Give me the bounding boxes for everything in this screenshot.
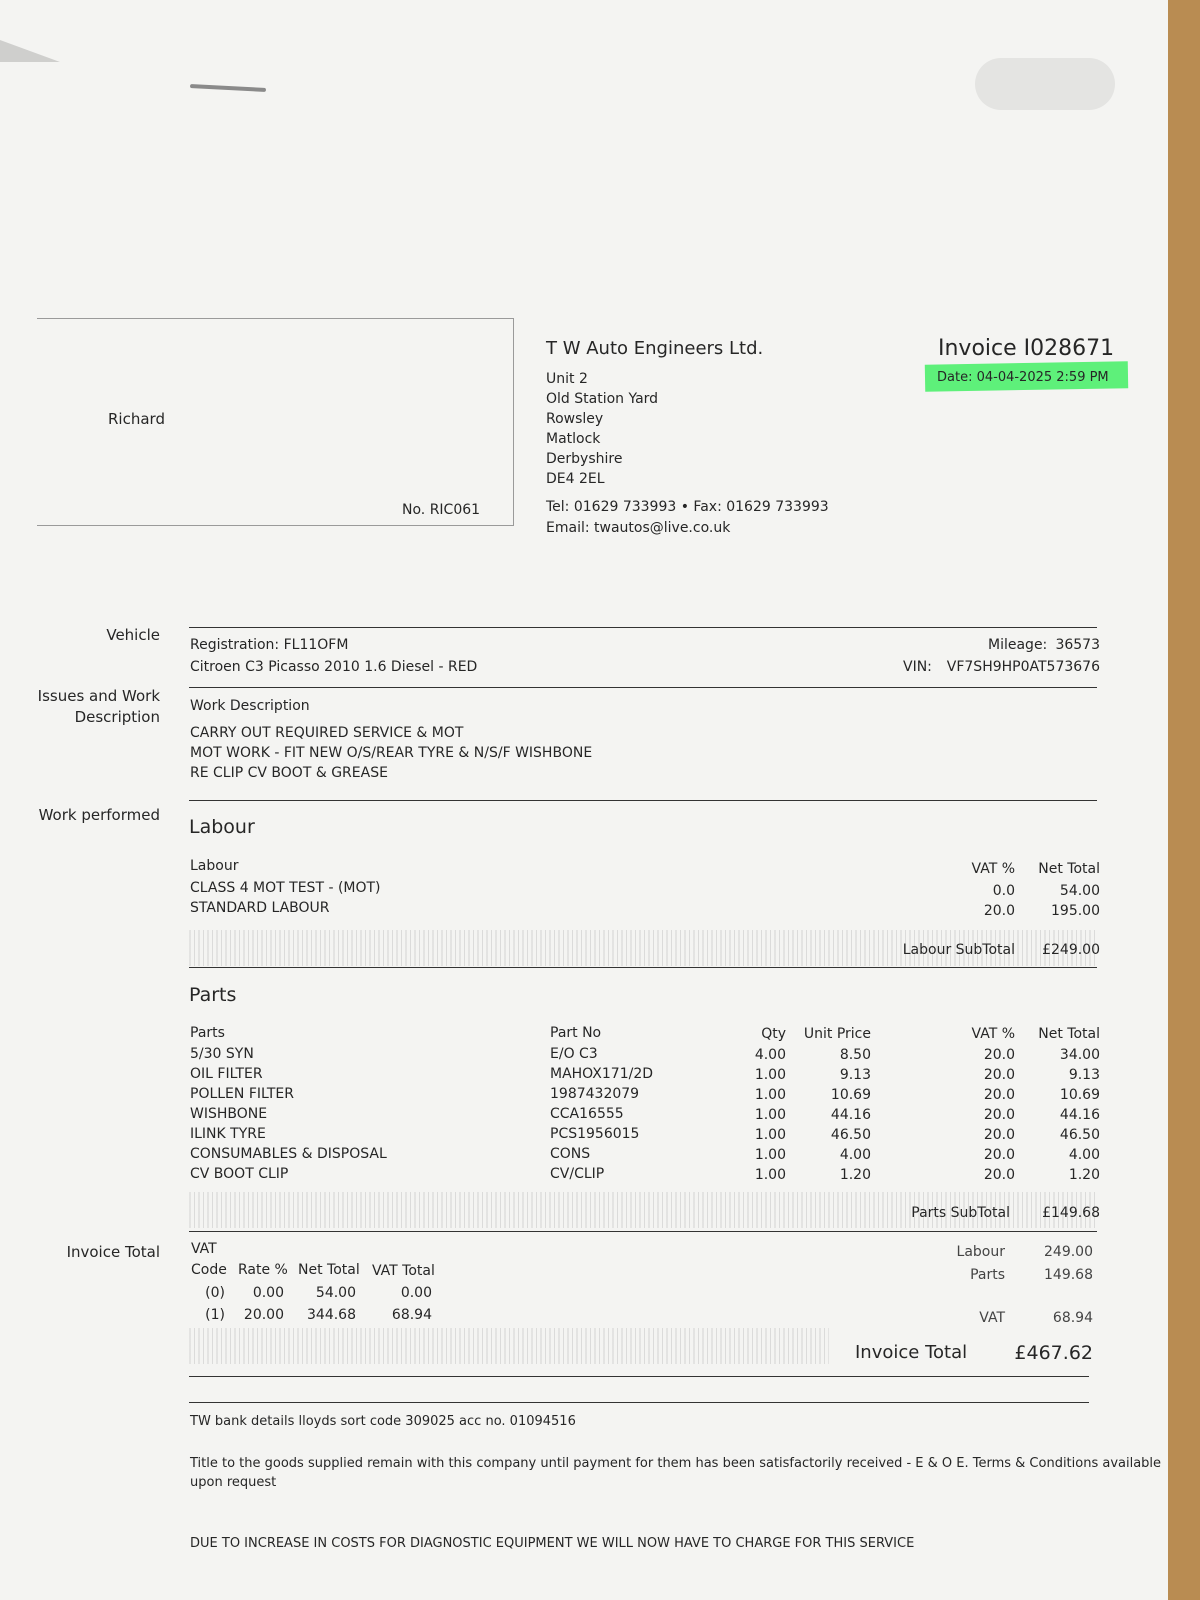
address-line: Matlock: [546, 431, 601, 447]
divider: [189, 1231, 1097, 1232]
parts-item-vat: 20.0: [983, 1167, 1015, 1183]
labour-col-net: Net Total: [1038, 861, 1100, 877]
parts-item-vat: 20.0: [983, 1067, 1015, 1083]
labour-item-net: 54.00: [1059, 883, 1100, 899]
totals-parts-value: 149.68: [1044, 1267, 1093, 1283]
parts-col-part-no: Part No: [550, 1025, 602, 1041]
work-line: MOT WORK - FIT NEW O/S/REAR TYRE & N/S/F WISHBONE: [190, 745, 593, 761]
parts-item-part-no: E/O C3: [550, 1046, 598, 1062]
parts-col-desc: Parts: [190, 1025, 225, 1041]
parts-item-desc: CONSUMABLES & DISPOSAL: [190, 1146, 387, 1162]
work-line: CARRY OUT REQUIRED SERVICE & MOT: [190, 725, 464, 741]
parts-subtotal-label: Parts SubTotal: [911, 1205, 1010, 1221]
parts-item-part-no: CCA16555: [550, 1106, 624, 1122]
customer-account-no: No. RIC061: [402, 502, 481, 518]
show-through-shadow: [975, 58, 1115, 110]
labour-item-desc: STANDARD LABOUR: [190, 900, 330, 916]
parts-item-vat: 20.0: [983, 1127, 1015, 1143]
parts-item-desc: POLLEN FILTER: [190, 1086, 295, 1102]
parts-item-net: 34.00: [1059, 1047, 1100, 1063]
parts-item-net: 44.16: [1059, 1107, 1100, 1123]
divider: [189, 967, 1097, 968]
parts-col-vat: VAT %: [971, 1026, 1015, 1042]
vat-row-rate: 20.00: [243, 1307, 284, 1323]
parts-item-part-no: MAHOX171/2D: [550, 1066, 654, 1082]
vin-label: VIN:: [903, 659, 932, 675]
divider: [189, 627, 1097, 628]
parts-item-unit: 4.00: [839, 1147, 871, 1163]
labour-heading: Labour: [189, 816, 255, 838]
address-line: Old Station Yard: [546, 391, 659, 407]
labour-subtotal-value: £249.00: [1042, 942, 1100, 958]
parts-col-unit: Unit Price: [803, 1026, 871, 1042]
work-line: RE CLIP CV BOOT & GREASE: [190, 765, 388, 781]
scan-stripe: [189, 1328, 829, 1364]
parts-item-qty: 1.00: [754, 1087, 786, 1103]
vat-row-code: (1): [205, 1307, 225, 1323]
mileage-value: 36573: [1055, 637, 1100, 653]
labour-subtotal-label: Labour SubTotal: [902, 942, 1015, 958]
work-description-lines: [190, 723, 592, 783]
invoice-number: Invoice I028671: [938, 336, 1115, 361]
vat-col-vat: VAT Total: [372, 1263, 435, 1279]
diagnostic-notice: DUE TO INCREASE IN COSTS FOR DIAGNOSTIC EQUIPMENT WE WILL NOW HAVE TO CHARGE FOR THIS SERVICE: [190, 1536, 915, 1551]
divider: [189, 1402, 1089, 1403]
divider: [189, 800, 1097, 801]
invoice-total-label: Invoice Total: [855, 1342, 968, 1363]
parts-item-net: 10.69: [1059, 1087, 1100, 1103]
vin-value: VF7SH9HP0AT573676: [946, 659, 1100, 675]
labour-col-desc: Labour: [190, 858, 239, 874]
parts-item-qty: 1.00: [754, 1107, 786, 1123]
parts-item-vat: 20.0: [983, 1047, 1015, 1063]
vat-row-rate: 0.00: [252, 1285, 284, 1301]
parts-item-net: 1.20: [1068, 1167, 1100, 1183]
work-description-heading: Work Description: [190, 698, 310, 714]
vat-row-vat: 68.94: [391, 1307, 432, 1323]
parts-item-qty: 4.00: [754, 1047, 786, 1063]
divider: [189, 1376, 1089, 1377]
parts-item-unit: 44.16: [830, 1107, 871, 1123]
parts-item-desc: WISHBONE: [190, 1106, 268, 1122]
parts-item-qty: 1.00: [754, 1147, 786, 1163]
parts-item-qty: 1.00: [754, 1167, 786, 1183]
totals-vat-value: 68.94: [1052, 1310, 1093, 1326]
vat-col-code: Code: [191, 1262, 227, 1278]
invoice-total-value: £467.62: [1014, 1342, 1093, 1364]
parts-item-vat: 20.0: [983, 1087, 1015, 1103]
parts-item-vat: 20.0: [983, 1107, 1015, 1123]
section-label-vehicle: Vehicle: [106, 626, 160, 644]
labour-col-vat: VAT %: [971, 861, 1015, 877]
parts-col-net: Net Total: [1038, 1026, 1100, 1042]
section-label-work-performed: Work performed: [38, 806, 160, 824]
vat-col-rate: Rate %: [238, 1262, 288, 1278]
vehicle-registration: Registration: FL11OFM: [190, 637, 349, 653]
labour-item-desc: CLASS 4 MOT TEST - (MOT): [190, 880, 381, 896]
totals-labour-value: 249.00: [1044, 1244, 1093, 1260]
torn-corner: [0, 40, 60, 62]
parts-item-qty: 1.00: [754, 1127, 786, 1143]
vat-heading: VAT: [191, 1241, 217, 1257]
parts-item-unit: 46.50: [830, 1127, 871, 1143]
company-email: Email: twautos@live.co.uk: [546, 520, 731, 536]
parts-subtotal-value: £149.68: [1042, 1205, 1100, 1221]
parts-item-qty: 1.00: [754, 1067, 786, 1083]
parts-item-part-no: PCS1956015: [550, 1126, 640, 1142]
totals-vat-label: VAT: [979, 1310, 1005, 1326]
company-name: T W Auto Engineers Ltd.: [546, 338, 764, 359]
vat-row-net: 54.00: [315, 1285, 356, 1301]
parts-item-part-no: CV/CLIP: [550, 1166, 605, 1182]
divider: [189, 687, 1097, 688]
section-label-invoice-total: Invoice Total: [66, 1243, 160, 1261]
staple-icon: [190, 84, 266, 92]
parts-item-desc: CV BOOT CLIP: [190, 1166, 289, 1182]
terms-line-1: Title to the goods supplied remain with this company until payment for them has been satisfactorily received - E & O E. Terms & Conditions available: [190, 1456, 1162, 1471]
parts-item-unit: 8.50: [839, 1047, 871, 1063]
labour-item-net: 195.00: [1051, 903, 1100, 919]
address-line: Unit 2: [546, 371, 588, 387]
company-address: [546, 369, 658, 489]
parts-item-net: 46.50: [1059, 1127, 1100, 1143]
vehicle-description: Citroen C3 Picasso 2010 1.6 Diesel - RED: [190, 659, 478, 675]
labour-item-vat: 0.0: [992, 883, 1015, 899]
vat-row-vat: 0.00: [400, 1285, 432, 1301]
parts-item-part-no: 1987432079: [550, 1086, 640, 1102]
parts-col-qty: Qty: [761, 1026, 786, 1042]
address-line: Derbyshire: [546, 451, 623, 467]
bank-details: TW bank details lloyds sort code 309025 acc no. 01094516: [190, 1414, 576, 1429]
address-line: DE4 2EL: [546, 471, 605, 487]
parts-item-unit: 1.20: [839, 1167, 871, 1183]
mileage-label: Mileage:: [988, 637, 1048, 653]
parts-item-unit: 9.13: [839, 1067, 871, 1083]
parts-item-part-no: CONS: [550, 1146, 591, 1162]
parts-item-desc: ILINK TYRE: [190, 1126, 266, 1142]
company-phone-fax: Tel: 01629 733993 • Fax: 01629 733993: [546, 499, 829, 515]
parts-item-unit: 10.69: [830, 1087, 871, 1103]
section-label-issues: Issues and Work Description: [37, 687, 160, 726]
parts-item-net: 9.13: [1068, 1067, 1100, 1083]
terms-line-2: upon request: [190, 1475, 277, 1490]
parts-item-vat: 20.0: [983, 1147, 1015, 1163]
customer-name: Richard: [108, 410, 165, 428]
invoice-date: Date: 04-04-2025 2:59 PM: [937, 370, 1109, 385]
parts-heading: Parts: [189, 984, 237, 1006]
parts-item-net: 4.00: [1068, 1147, 1100, 1163]
vat-row-net: 344.68: [307, 1307, 356, 1323]
totals-labour-label: Labour: [956, 1244, 1005, 1260]
parts-item-desc: 5/30 SYN: [190, 1046, 254, 1062]
vat-row-code: (0): [205, 1285, 225, 1301]
totals-parts-label: Parts: [970, 1267, 1005, 1283]
parts-item-desc: OIL FILTER: [190, 1066, 263, 1082]
vat-col-net: Net Total: [298, 1262, 360, 1278]
address-line: Rowsley: [546, 411, 604, 427]
labour-item-vat: 20.0: [983, 903, 1015, 919]
